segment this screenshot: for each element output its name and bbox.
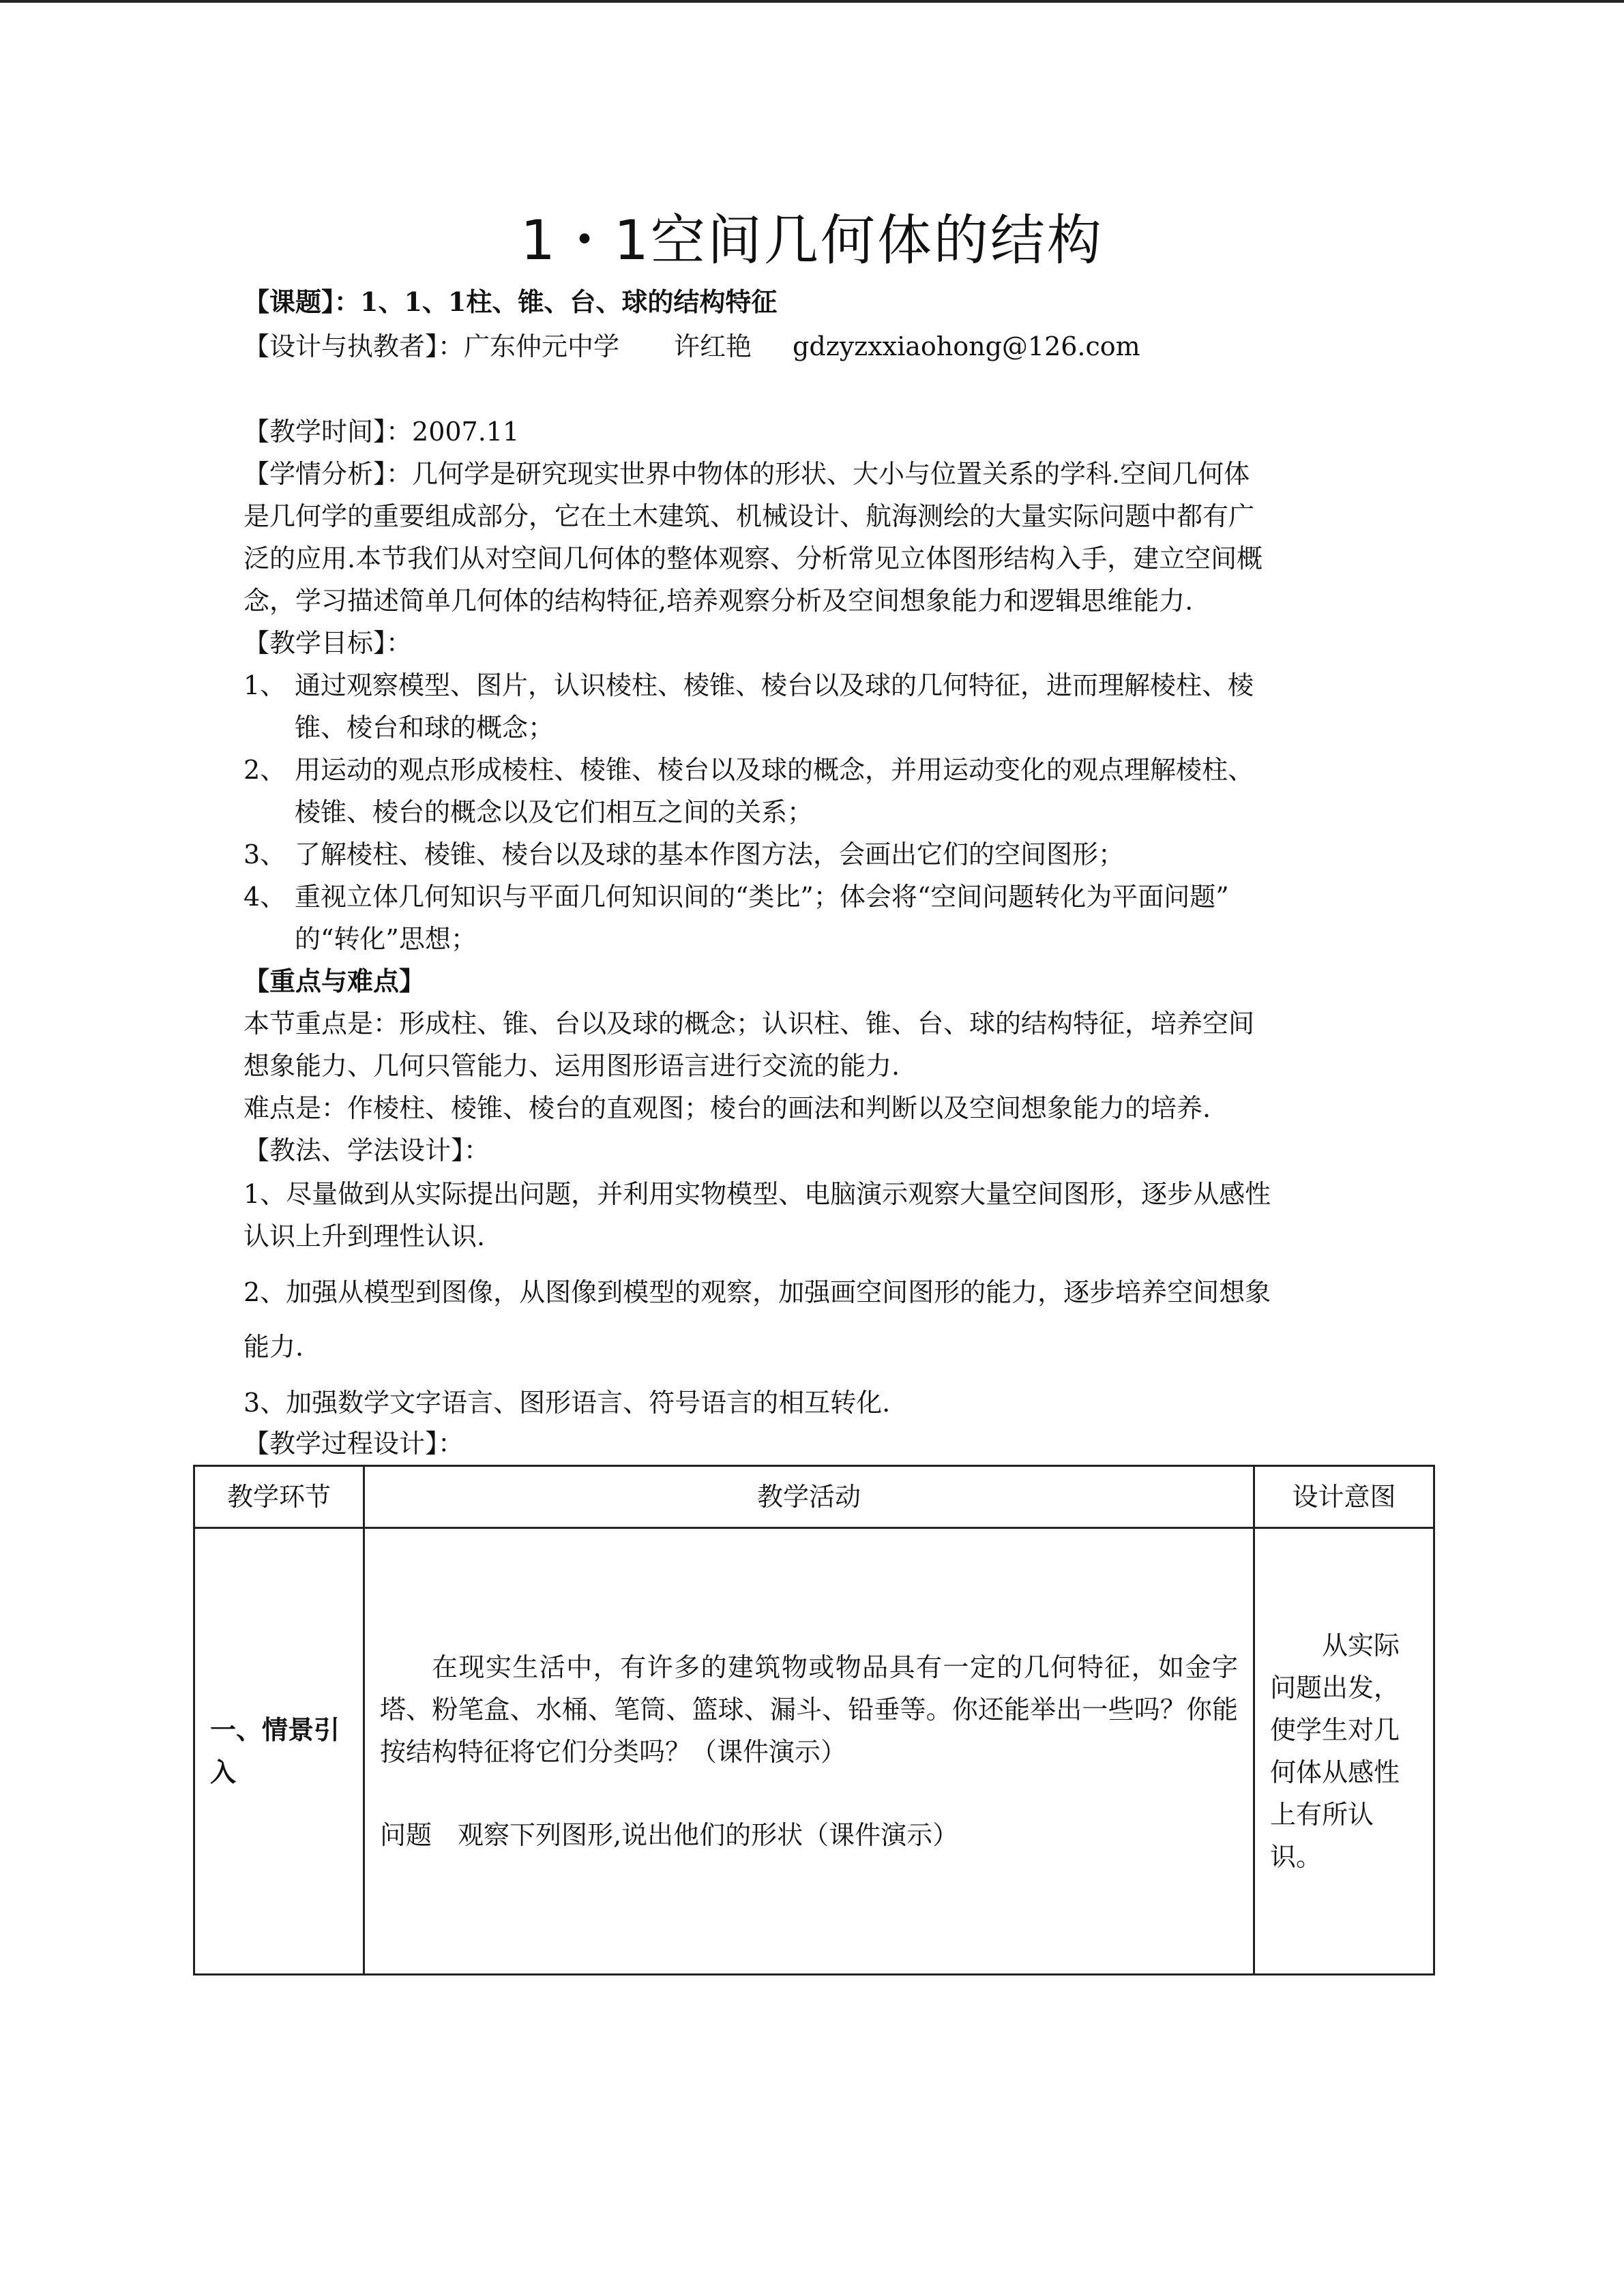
goal-item-4-cont: 的“转化”思想； (295, 924, 477, 954)
table-header-row (194, 1466, 1434, 1528)
goal-text: 重视立体几何知识与平面几何知识间的“类比”；体会将“空间问题转化为平面问题” (295, 882, 1229, 912)
analysis-line-3: 泛的应用.本节我们从对空间几何体的整体观察、分析常见立体图形结构入手，建立空间概 (243, 543, 1263, 573)
method-3: 3、加强数学文字语言、图形语言、符号语言的相互转化. (243, 1388, 891, 1418)
difficulty-line: 难点是：作棱柱、棱锥、棱台的直观图；棱台的画法和判断以及空间想象能力的培养. (243, 1093, 1211, 1123)
goal-number: 2、 (243, 755, 286, 785)
goal-text: 了解棱柱、棱锥、棱台以及球的基本作图方法，会画出它们的空间图形； (295, 839, 1125, 869)
topic-line (243, 285, 777, 319)
goal-number: 3、 (243, 839, 286, 869)
methods-label: 【教法、学法设计】： (243, 1135, 490, 1165)
analysis-label: 【学情分析】： (243, 459, 413, 489)
activity-paragraph: 在现实生活中，有许多的建筑物或物品具有一定的几何特征，如金字塔、粉笔盒、水桶、笔筒、篮球、漏斗、铅垂等。你还能举出一些吗？你能按结构特征将它们分类吗？（课件演示） (380, 1652, 1238, 1767)
header-activity: 教学活动 (364, 1466, 1254, 1528)
intent-text: 从实际问题出发，使学生对几何体从感性上有所认识。 (1270, 1630, 1400, 1872)
analysis-line-1 (243, 457, 1250, 491)
section-cell: 一、情景引入 (194, 1528, 364, 1975)
goal-number: 1、 (243, 670, 286, 700)
designer-label: 【设计与执教者】： (243, 331, 464, 361)
intent-cell (1254, 1528, 1434, 1975)
goal-item-1 (243, 668, 1254, 702)
goal-item-3 (243, 837, 1124, 871)
analysis-text: 几何学是研究现实世界中物体的形状、大小与位置关系的学科.空间几何体 (412, 459, 1250, 489)
top-border-line (0, 0, 1624, 3)
goal-text: 用运动的观点形成棱柱、棱锥、棱台以及球的概念，并用运动变化的观点理解棱柱、 (295, 755, 1254, 785)
key-points-label: 【重点与难点】 (243, 966, 426, 996)
activity-question: 问题 观察下列图形,说出他们的形状（课件演示） (380, 1820, 959, 1850)
school-name: 广东仲元中学 (464, 331, 620, 361)
topic-text: 1、1、1柱、锥、台、球的结构特征 (360, 286, 778, 317)
goals-label: 【教学目标】： (243, 628, 413, 658)
goal-item-2 (243, 753, 1254, 787)
method-2-line-2: 能力. (243, 1332, 304, 1362)
method-1-line-1: 1、尽量做到从实际提出问题，并利用实物模型、电脑演示观察大量空间图形，逐步从感性 (243, 1179, 1271, 1209)
table-row (194, 1528, 1434, 1975)
time-label: 【教学时间】： (243, 417, 413, 447)
goal-item-2-cont: 棱锥、棱台的概念以及它们相互之间的关系； (295, 797, 814, 827)
method-2-line-1: 2、加强从模型到图像，从图像到模型的观察，加强画空间图形的能力，逐步培养空间想象 (243, 1277, 1271, 1307)
goal-number: 4、 (243, 882, 286, 912)
process-label: 【教学过程设计】： (243, 1429, 464, 1459)
method-1-line-2: 认识上升到理性认识. (243, 1221, 486, 1251)
teacher-email: gdzyzxxiaohong@126.com (793, 331, 1140, 361)
page-title: 1・1空间几何体的结构 (520, 209, 1104, 272)
time-line (243, 415, 519, 449)
teacher-name: 许红艳 (674, 331, 752, 361)
time-value: 2007.11 (412, 417, 520, 447)
analysis-line-4: 念，学习描述简单几何体的结构特征,培养观察分析及空间想象能力和逻辑思维能力. (243, 586, 1194, 616)
goal-item-1-cont: 锥、棱台和球的概念； (295, 713, 555, 743)
analysis-line-2: 是几何学的重要组成部分，它在土木建筑、机械设计、航海测绘的大量实际问题中都有广 (243, 501, 1255, 531)
header-section: 教学环节 (194, 1466, 364, 1528)
goal-text: 通过观察模型、图片，认识棱柱、棱锥、棱台以及球的几何特征，进而理解棱柱、棱 (295, 670, 1254, 700)
header-intent: 设计意图 (1254, 1466, 1434, 1528)
topic-label: 【课题】： (243, 286, 361, 317)
key-points-line-1: 本节重点是：形成柱、锥、台以及球的概念；认识柱、锥、台、球的结构特征，培养空间 (243, 1009, 1255, 1039)
goal-item-4 (243, 880, 1229, 914)
process-table (193, 1465, 1435, 1976)
designer-line (243, 329, 1140, 363)
key-points-line-2: 想象能力、几何只管能力、运用图形语言进行交流的能力. (243, 1051, 900, 1081)
activity-cell (364, 1528, 1254, 1975)
